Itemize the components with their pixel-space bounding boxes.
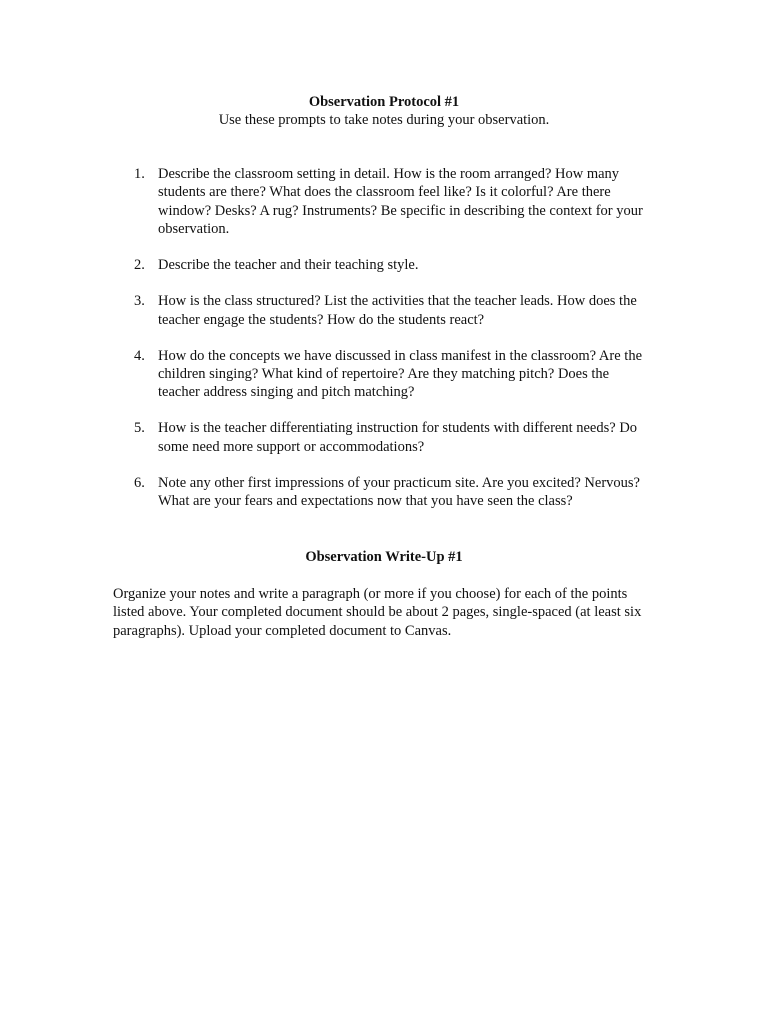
prompt-item-2 [134,256,654,274]
writeup-paragraph: Organize your notes and write a paragraph (or more if you choose) for each of the points listed above. Your completed document should be about 2 pages, single-spaced (at least six paragraphs). Upload your completed document to Canvas. [113,586,642,639]
prompt-item-4 [134,347,654,402]
prompt-number: 3. [134,293,145,310]
prompt-number: 5. [134,420,145,437]
prompt-text: How do the concepts we have discussed in class manifest in the classroom? Are the children singing? What kind of repertoire? Are they matching pitch? Does the teacher address singing and pitch matching? [158,347,643,401]
prompt-item-5 [134,419,654,456]
writeup-title: Observation Write-Up #1 [305,549,463,565]
prompt-text: Describe the teacher and their teaching style. [158,257,419,274]
prompt-number: 6. [134,474,145,491]
prompt-number: 4. [134,347,145,364]
prompt-item-3 [134,292,654,329]
prompt-text: Describe the classroom setting in detail. How is the room arranged? How many students are there? What does the classroom feel like? Is it colorful? Are there window? Desks? A rug? Instruments? Be specific in describing the context for your observation. [158,166,643,238]
prompt-number: 2. [134,257,145,274]
prompt-item-6 [134,474,654,511]
prompt-item-1 [134,165,654,239]
page-title: Observation Protocol #1 [308,94,460,110]
page-subtitle: Use these prompts to take notes during your observation. [218,112,550,128]
prompt-number: 1. [134,166,145,182]
prompt-text: Note any other first impressions of your practicum site. Are you excited? Nervous? What are your fears and expectations now that you have seen the class? [158,474,640,510]
prompt-text: How is the teacher differentiating instruction for students with different needs? Do some need more support or accommodations? [158,420,638,455]
prompt-text: How is the class structured? List the activities that the teacher leads. How does the teacher engage the students? How do the students react? [158,293,637,328]
prompt-list [134,165,654,528]
